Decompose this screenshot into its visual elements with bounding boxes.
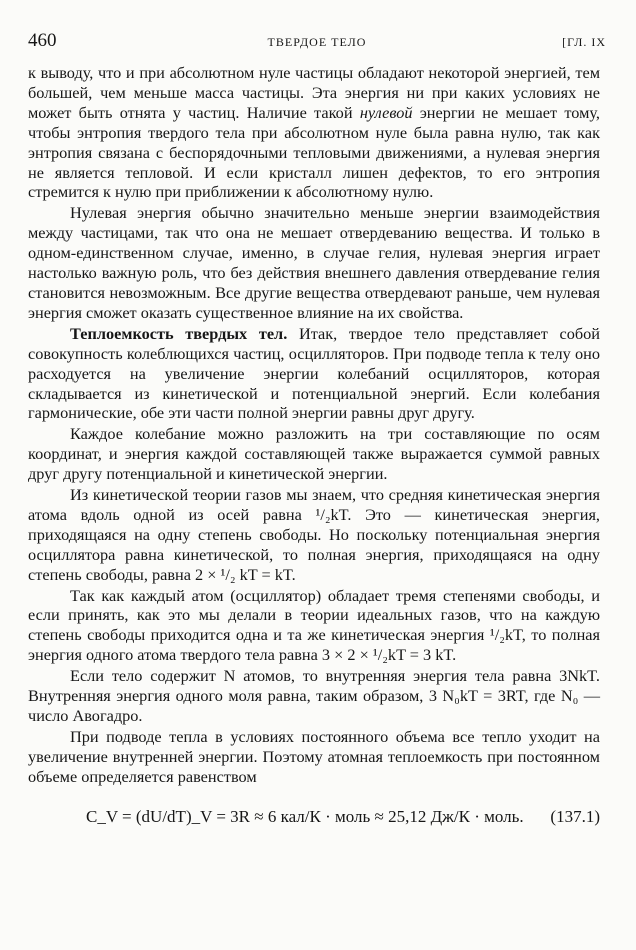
- paragraph: Из кинетической теории газов мы знаем, что средняя кинетическая энергия атома вдоль одной из осей равна ¹/₂kT. Это — кинетическая энергия, приходящаяся на одну степень свободы. Но поскольку потенциальная энергия осциллятора равна кинетической, то полная энергия, приходящаяся на одну степень свободы, равна 2 × ¹/₂ kT = kT.: [28, 485, 600, 584]
- body-text: [28, 63, 600, 841]
- equation-137-1: [28, 797, 600, 841]
- page-number: 460: [28, 30, 57, 51]
- paragraph: [28, 324, 600, 424]
- heat-capacity-formula: C_V = (dU/dT)_V = 3R ≈ 6 кал/К · моль ≈ 25,12 Дж/К · моль.: [86, 806, 524, 826]
- section-heading: Теплоемкость твердых тел.: [70, 323, 288, 343]
- running-title: ТВЕРДОЕ ТЕЛО: [267, 35, 367, 49]
- page-header: [28, 30, 606, 54]
- paragraph-text: энергии не мешает тому, чтобы энтропия твердого тела при абсолютном нуле была равна нулю, так как энтропия связана с беспорядочными тепловыми движениями, а нулевая энергия не является тепловой. И если кристалл лишен дефектов, то его энтропия стремится к нулю при приближении к абсолютному нулю.: [28, 102, 600, 202]
- equation-number: (137.1): [550, 806, 600, 826]
- paragraph: Нулевая энергия обычно значительно меньше энергии взаимодействия между частицами, так что она не мешает отвердеванию вещества. И только в одном-единственном случае, именно, в случае гелия, нулевая энергия играет настолько важную роль, что без действия внешнего давления отвердевание гелия становится невозможным. Все другие вещества отвердевают раньше, чем нулевая энергия сможет оказать существенное влияние на их свойства.: [28, 203, 600, 322]
- paragraph: При подводе тепла в условиях постоянного объема все тепло уходит на увеличение внутренней энергии. Поэтому атомная теплоемкость при постоянном объеме определяется равенством: [28, 726, 600, 786]
- paragraph: Каждое колебание можно разложить на три составляющие по осям координат, и энергия каждой составляющей также выражается суммой равных друг другу потенциальной и кинетической энергии.: [28, 424, 600, 484]
- paragraph-text: Итак, твердое тело представляет собой совокупность колеблющихся частиц, осцилляторов. При подводе тепла к телу оно расходуется на увеличение энергии колебаний осцилляторов, которая складывается из кинетической и потенциальной энергий. Если колебания гармонические, обе эти части полной энергии равны друг другу.: [28, 323, 601, 423]
- chapter-label: [ГЛ. IX: [562, 35, 606, 49]
- paragraph-text: к выводу, что и при абсолютном нуле частицы обладают некоторой энергией, тем большей, чем меньше масса частицы. Эта энергия ни при каких условиях не может быть отнята у частиц. Наличие такой: [28, 63, 600, 122]
- paragraph: Так как каждый атом (осциллятор) обладает тремя степенями свободы, и если принять, как это мы делали в теории идеальных газов, что на каждую степень свободы приходится одна и та же кинетическая энергия ¹/₂kT, то полная энергия одного атома твердого тела равна 3 × 2 × ¹/₂kT = 3 kT.: [28, 585, 600, 665]
- paragraph: Если тело содержит N атомов, то внутренняя энергия тела равна 3NkT. Внутренняя энергия одного моля равна, таким образом, 3 N₀kT = 3RT, где N₀ — число Авогадро.: [28, 666, 600, 725]
- italic-term: нулевой: [359, 102, 413, 122]
- paragraph: [28, 63, 600, 202]
